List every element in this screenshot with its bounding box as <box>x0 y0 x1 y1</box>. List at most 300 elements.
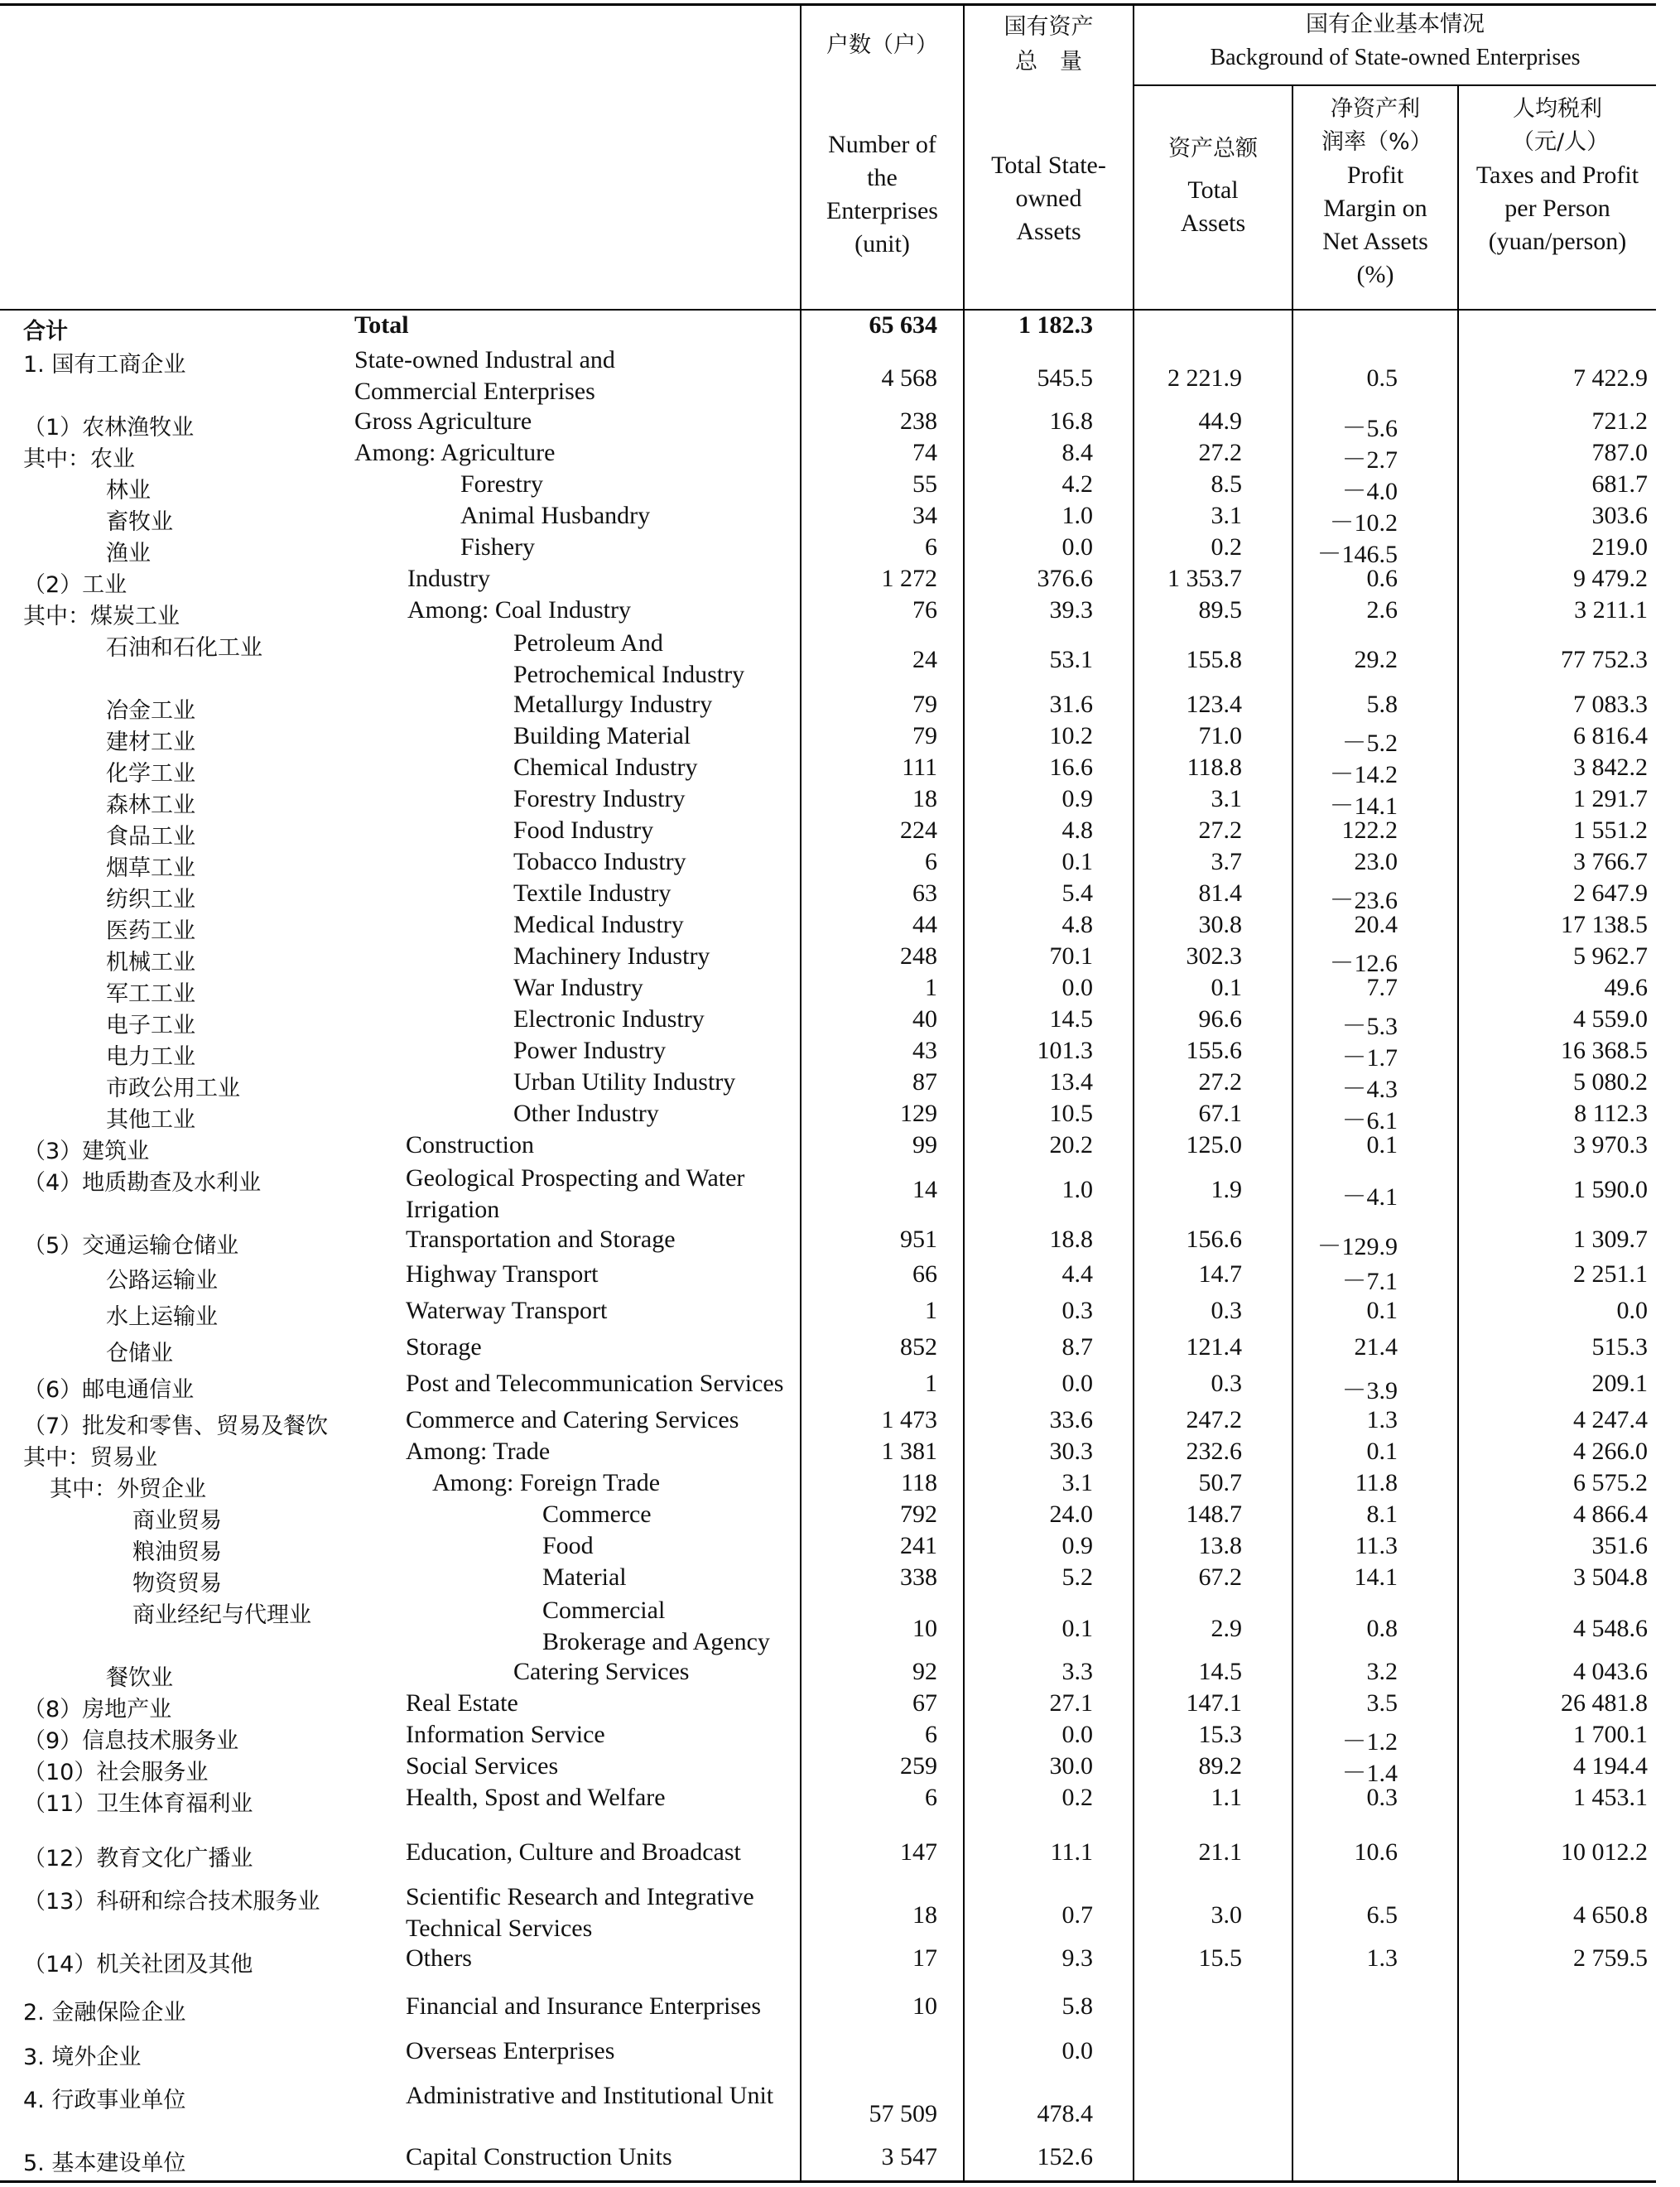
cell-tax-profit: 787.0 <box>1591 439 1648 466</box>
row-label-zh: 市政公用工业 <box>106 1076 240 1101</box>
row-label-en: Forestry <box>460 470 543 498</box>
cell-count: 14 <box>912 1176 937 1203</box>
row-label-en: State-owned Industral and Commercial Enterprises <box>354 346 615 405</box>
cell-count: 67 <box>912 1689 937 1717</box>
top-rule <box>0 3 1656 6</box>
cell-assets: 5.2 <box>1061 1563 1093 1591</box>
cell-tax-profit: 303.6 <box>1591 502 1648 529</box>
row-label-zh: 水上运输业 <box>106 1304 218 1330</box>
row-label-en: Others <box>406 1944 472 1972</box>
row-label-en: Construction <box>406 1131 534 1159</box>
cell-profit-margin: －3.9 <box>1341 1377 1398 1404</box>
cell-total-assets: 0.3 <box>1211 1370 1242 1397</box>
row-label-zh: （3）建筑业 <box>23 1139 150 1164</box>
cell-profit-margin: －10.2 <box>1329 509 1398 537</box>
cell-count: 6 <box>925 848 937 875</box>
cell-total-assets: 156.6 <box>1186 1226 1242 1253</box>
row-label-en: Forestry Industry <box>513 785 686 812</box>
cell-count: 248 <box>900 942 937 970</box>
cell-count: 1 272 <box>881 565 937 592</box>
cell-count: 1 <box>925 1297 937 1324</box>
cell-profit-margin: 0.5 <box>1366 364 1398 392</box>
cell-count: 1 <box>925 974 937 1001</box>
row-label-zh: （7）批发和零售、贸易及餐饮 <box>23 1414 329 1439</box>
cell-tax-profit: 4 559.0 <box>1573 1005 1648 1033</box>
cell-total-assets: 3.0 <box>1211 1901 1242 1929</box>
cell-profit-margin: 0.8 <box>1366 1615 1398 1642</box>
cell-total-assets: 3.7 <box>1211 848 1242 875</box>
row-label-zh: 石油和石化工业 <box>106 635 262 661</box>
cell-total-assets: 147.1 <box>1186 1689 1242 1717</box>
cell-total-assets: 27.2 <box>1198 817 1242 844</box>
row-label-en: Among: Coal Industry <box>407 596 631 624</box>
cell-assets: 18.8 <box>1049 1226 1093 1253</box>
cell-assets: 27.1 <box>1049 1689 1093 1717</box>
header-count-zh: 户数（户） <box>826 32 938 58</box>
row-label-zh: 物资贸易 <box>132 1571 222 1597</box>
cell-profit-margin: 8.1 <box>1366 1501 1398 1528</box>
cell-tax-profit: 77 752.3 <box>1561 646 1648 673</box>
cell-assets: 3.3 <box>1061 1658 1093 1685</box>
cell-count: 3 547 <box>881 2143 937 2170</box>
subheader-rule <box>1133 84 1656 86</box>
cell-profit-margin: 0.6 <box>1366 565 1398 592</box>
row-label-zh: （12）教育文化广播业 <box>23 1846 253 1871</box>
row-label-zh: 畜牧业 <box>106 509 173 535</box>
cell-tax-profit: 515.3 <box>1591 1333 1648 1361</box>
cell-tax-profit: 4 194.4 <box>1573 1752 1648 1780</box>
cell-count: 18 <box>912 785 937 812</box>
cell-tax-profit: 1 700.1 <box>1573 1721 1648 1748</box>
header-group: 国有企业基本情况 Background of State-owned Enterprises <box>1210 12 1581 70</box>
row-label-en: Information Service <box>406 1721 605 1748</box>
cell-assets: 0.1 <box>1061 1615 1093 1642</box>
cell-tax-profit: 1 291.7 <box>1573 785 1648 812</box>
cell-assets: 31.6 <box>1049 691 1093 718</box>
cell-assets: 101.3 <box>1037 1037 1093 1064</box>
row-label-en: Administrative and Institutional Unit <box>406 2082 774 2109</box>
row-label-zh: 化学工业 <box>106 761 195 787</box>
row-label-zh: （4）地质勘查及水利业 <box>23 1170 262 1196</box>
cell-total-assets: 148.7 <box>1186 1501 1242 1528</box>
row-label-zh: （13）科研和综合技术服务业 <box>23 1889 320 1915</box>
cell-total-assets: 81.4 <box>1198 879 1242 907</box>
row-label-zh: 冶金工业 <box>106 698 195 724</box>
cell-count: 79 <box>912 722 937 749</box>
cell-count: 238 <box>900 407 937 435</box>
cell-tax-profit: 3 842.2 <box>1573 754 1648 781</box>
cell-assets: 3.1 <box>1061 1469 1093 1496</box>
cell-tax-profit: 9 479.2 <box>1573 565 1648 592</box>
row-label-en: Social Services <box>406 1752 559 1780</box>
row-label-zh: （1）农林渔牧业 <box>23 415 195 441</box>
cell-profit-margin: 3.2 <box>1366 1658 1398 1685</box>
cell-tax-profit: 1 590.0 <box>1573 1176 1648 1203</box>
cell-tax-profit: 3 970.3 <box>1573 1131 1648 1159</box>
cell-count: 44 <box>912 911 937 938</box>
cell-profit-margin: 20.4 <box>1354 911 1398 938</box>
cell-profit-margin: 11.8 <box>1355 1469 1398 1496</box>
cell-count: 40 <box>912 1005 937 1033</box>
cell-assets: 5.8 <box>1061 1992 1093 2020</box>
cell-profit-margin: 14.1 <box>1354 1563 1398 1591</box>
cell-tax-profit: 5 962.7 <box>1573 942 1648 970</box>
cell-assets: 1.0 <box>1061 1176 1093 1203</box>
cell-tax-profit: 0.0 <box>1616 1297 1648 1324</box>
cell-total-assets: 155.6 <box>1186 1037 1242 1064</box>
row-label-en: Commerce <box>542 1501 652 1528</box>
cell-count: 1 <box>925 1370 937 1397</box>
cell-tax-profit: 1 453.1 <box>1573 1784 1648 1811</box>
cell-profit-margin: 2.6 <box>1366 596 1398 624</box>
cell-tax-profit: 10 012.2 <box>1561 1838 1648 1866</box>
cell-total-assets: 14.5 <box>1198 1658 1242 1685</box>
cell-total-assets: 21.1 <box>1198 1838 1242 1866</box>
cell-profit-margin: －1.4 <box>1341 1760 1398 1787</box>
cell-total-assets: 89.5 <box>1198 596 1242 624</box>
row-label-zh: 纺织工业 <box>106 887 195 913</box>
cell-tax-profit: 4 650.8 <box>1573 1901 1648 1929</box>
row-label-en: Highway Transport <box>406 1260 599 1288</box>
cell-profit-margin: －14.1 <box>1329 792 1398 820</box>
row-label-zh: 森林工业 <box>106 792 195 818</box>
cell-count: 852 <box>900 1333 937 1361</box>
row-label-zh: 仓储业 <box>106 1341 173 1366</box>
cell-total-assets: 89.2 <box>1198 1752 1242 1780</box>
col-line-2 <box>963 3 965 2182</box>
cell-total-assets: 1 353.7 <box>1167 565 1242 592</box>
cell-profit-margin: －6.1 <box>1341 1107 1398 1134</box>
row-label-en: Material <box>542 1563 627 1591</box>
cell-assets: 1 182.3 <box>1018 311 1093 339</box>
cell-tax-profit: 5 080.2 <box>1573 1068 1648 1096</box>
cell-assets: 0.9 <box>1061 1532 1093 1559</box>
cell-assets: 0.2 <box>1061 1784 1093 1811</box>
row-label-zh: 电子工业 <box>106 1013 195 1038</box>
cell-assets: 0.3 <box>1061 1297 1093 1324</box>
cell-count: 338 <box>900 1563 937 1591</box>
row-label-en: Catering Services <box>513 1658 690 1685</box>
cell-tax-profit: 4 266.0 <box>1573 1438 1648 1465</box>
cell-tax-profit: 2 759.5 <box>1573 1944 1648 1972</box>
cell-profit-margin: 5.8 <box>1366 691 1398 718</box>
cell-tax-profit: 16 368.5 <box>1561 1037 1648 1064</box>
cell-assets: 0.0 <box>1061 2037 1093 2064</box>
row-label-en: Post and Telecommunication Services <box>406 1370 784 1397</box>
cell-tax-profit: 3 211.1 <box>1574 596 1648 624</box>
row-label-en: Other Industry <box>513 1100 659 1127</box>
row-label-en: Transportation and Storage <box>406 1226 676 1253</box>
cell-count: 6 <box>925 1721 937 1748</box>
cell-total-assets: 232.6 <box>1186 1438 1242 1465</box>
row-label-zh: 电力工业 <box>106 1044 195 1070</box>
bottom-rule <box>0 2180 1656 2183</box>
cell-total-assets: 121.4 <box>1186 1333 1242 1361</box>
cell-tax-profit: 8 112.3 <box>1574 1100 1648 1127</box>
col-line-1 <box>800 3 801 2182</box>
cell-count: 147 <box>900 1838 937 1866</box>
cell-count: 63 <box>912 879 937 907</box>
row-label-zh: （9）信息技术服务业 <box>23 1728 239 1754</box>
row-label-zh: （6）邮电通信业 <box>23 1377 195 1403</box>
cell-assets: 9.3 <box>1061 1944 1093 1972</box>
cell-total-assets: 14.7 <box>1198 1260 1242 1288</box>
cell-assets: 11.1 <box>1050 1838 1093 1866</box>
row-label-zh: 餐饮业 <box>106 1665 173 1691</box>
cell-profit-margin: 29.2 <box>1354 646 1398 673</box>
cell-count: 6 <box>925 1784 937 1811</box>
cell-assets: 0.9 <box>1061 785 1093 812</box>
header-margin: 净资产利润率（%） Profit Margin on Net Assets (%) <box>1321 96 1432 288</box>
row-label-zh: 3. 境外企业 <box>23 2045 142 2070</box>
cell-profit-margin: 10.6 <box>1354 1838 1398 1866</box>
row-label-en: Among: Foreign Trade <box>432 1469 661 1496</box>
cell-assets: 16.6 <box>1049 754 1093 781</box>
cell-profit-margin: －7.1 <box>1341 1268 1398 1295</box>
cell-assets: 1.0 <box>1061 502 1093 529</box>
cell-total-assets: 302.3 <box>1186 942 1242 970</box>
row-label-zh: 粮油贸易 <box>132 1539 222 1565</box>
row-label-zh: 其中：外贸企业 <box>50 1476 206 1502</box>
cell-profit-margin: －23.6 <box>1329 887 1398 914</box>
cell-assets: 0.7 <box>1061 1901 1093 1929</box>
header-bottom-rule <box>0 309 1656 311</box>
cell-assets: 16.8 <box>1049 407 1093 435</box>
row-label-en: Waterway Transport <box>406 1297 608 1324</box>
row-label-en: Animal Husbandry <box>460 502 651 529</box>
cell-profit-margin: －5.6 <box>1341 415 1398 442</box>
cell-count: 87 <box>912 1068 937 1096</box>
row-label-en: Total <box>354 311 409 339</box>
cell-tax-profit: 2 251.1 <box>1573 1260 1648 1288</box>
row-label-zh: （2）工业 <box>23 572 128 598</box>
cell-total-assets: 27.2 <box>1198 439 1242 466</box>
cell-assets: 0.0 <box>1061 533 1093 561</box>
cell-assets: 10.2 <box>1049 722 1093 749</box>
cell-profit-margin: 1.3 <box>1366 1944 1398 1972</box>
cell-tax-profit: 219.0 <box>1591 533 1648 561</box>
cell-profit-margin: －4.0 <box>1341 478 1398 505</box>
cell-assets: 478.4 <box>1037 2100 1093 2127</box>
cell-total-assets: 67.2 <box>1198 1563 1242 1591</box>
cell-profit-margin: －5.3 <box>1341 1013 1398 1040</box>
cell-tax-profit: 17 138.5 <box>1561 911 1648 938</box>
cell-assets: 0.0 <box>1061 974 1093 1001</box>
row-label-zh: （14）机关社团及其他 <box>23 1952 253 1977</box>
cell-assets: 33.6 <box>1049 1406 1093 1433</box>
cell-total-assets: 8.5 <box>1211 470 1242 498</box>
cell-profit-margin: 21.4 <box>1354 1333 1398 1361</box>
cell-tax-profit: 1 551.2 <box>1573 817 1648 844</box>
cell-count: 43 <box>912 1037 937 1064</box>
cell-total-assets: 1.1 <box>1211 1784 1242 1811</box>
row-label-en: Financial and Insurance Enterprises <box>406 1992 762 2020</box>
row-label-zh: 其中：农业 <box>23 446 135 472</box>
cell-assets: 152.6 <box>1037 2143 1093 2170</box>
row-label-en: Power Industry <box>513 1037 667 1064</box>
cell-assets: 4.4 <box>1061 1260 1093 1288</box>
cell-count: 259 <box>900 1752 937 1780</box>
cell-count: 792 <box>900 1501 937 1528</box>
cell-assets: 30.3 <box>1049 1438 1093 1465</box>
cell-total-assets: 30.8 <box>1198 911 1242 938</box>
cell-profit-margin: 11.3 <box>1355 1532 1398 1559</box>
row-label-zh: 机械工业 <box>106 950 195 975</box>
cell-assets: 376.6 <box>1037 565 1093 592</box>
row-label-zh: 商业经纪与代理业 <box>132 1602 311 1628</box>
cell-count: 18 <box>912 1901 937 1929</box>
cell-count: 6 <box>925 533 937 561</box>
cell-profit-margin: －1.2 <box>1341 1728 1398 1756</box>
row-label-en: Food Industry <box>513 817 654 844</box>
row-label-en: Machinery Industry <box>513 942 710 970</box>
header-total-assets: 资产总额 Total Assets <box>1168 136 1258 237</box>
cell-total-assets: 44.9 <box>1198 407 1242 435</box>
cell-total-assets: 96.6 <box>1198 1005 1242 1033</box>
cell-total-assets: 0.1 <box>1211 974 1242 1001</box>
cell-assets: 0.0 <box>1061 1721 1093 1748</box>
cell-total-assets: 2.9 <box>1211 1615 1242 1642</box>
row-label-en: Electronic Industry <box>513 1005 705 1033</box>
row-label-en: Real Estate <box>406 1689 518 1717</box>
cell-total-assets: 123.4 <box>1186 691 1242 718</box>
cell-count: 10 <box>912 1615 937 1642</box>
row-label-zh: 4. 行政事业单位 <box>23 2088 186 2113</box>
cell-profit-margin: 0.1 <box>1366 1438 1398 1465</box>
cell-profit-margin: －14.2 <box>1329 761 1398 788</box>
cell-count: 92 <box>912 1658 937 1685</box>
row-label-en: Tobacco Industry <box>513 848 686 875</box>
row-label-zh: 食品工业 <box>106 824 195 850</box>
row-label-en: Among: Trade <box>406 1438 551 1465</box>
cell-assets: 0.1 <box>1061 848 1093 875</box>
cell-profit-margin: 0.1 <box>1366 1131 1398 1159</box>
cell-total-assets: 0.2 <box>1211 533 1242 561</box>
cell-count: 66 <box>912 1260 937 1288</box>
cell-total-assets: 3.1 <box>1211 502 1242 529</box>
cell-profit-margin: －146.5 <box>1317 541 1398 568</box>
cell-tax-profit: 4 548.6 <box>1573 1615 1648 1642</box>
row-label-en: Health, Spost and Welfare <box>406 1784 666 1811</box>
row-label-zh: （8）房地产业 <box>23 1697 172 1722</box>
cell-total-assets: 1.9 <box>1211 1176 1242 1203</box>
row-label-zh: 建材工业 <box>106 730 195 755</box>
row-label-zh: （10）社会服务业 <box>23 1760 209 1785</box>
cell-assets: 30.0 <box>1049 1752 1093 1780</box>
row-label-zh: 林业 <box>106 478 151 503</box>
row-label-zh: 渔业 <box>106 541 151 566</box>
row-label-en: Urban Utility Industry <box>513 1068 736 1096</box>
cell-assets: 4.8 <box>1061 911 1093 938</box>
cell-tax-profit: 209.1 <box>1591 1370 1648 1397</box>
cell-assets: 545.5 <box>1037 364 1093 392</box>
cell-tax-profit: 6 575.2 <box>1573 1469 1648 1496</box>
cell-total-assets: 15.5 <box>1198 1944 1242 1972</box>
cell-profit-margin: －4.3 <box>1341 1076 1398 1103</box>
cell-count: 34 <box>912 502 937 529</box>
cell-profit-margin: 7.7 <box>1366 974 1398 1001</box>
cell-total-assets: 247.2 <box>1186 1406 1242 1433</box>
cell-total-assets: 15.3 <box>1198 1721 1242 1748</box>
cell-total-assets: 125.0 <box>1186 1131 1242 1159</box>
cell-tax-profit: 4 866.4 <box>1573 1501 1648 1528</box>
cell-count: 10 <box>912 1992 937 2020</box>
cell-assets: 70.1 <box>1049 942 1093 970</box>
cell-count: 1 473 <box>881 1406 937 1433</box>
cell-count: 99 <box>912 1131 937 1159</box>
cell-assets: 4.2 <box>1061 470 1093 498</box>
cell-total-assets: 155.8 <box>1186 646 1242 673</box>
row-label-zh: 军工工业 <box>106 981 195 1007</box>
cell-total-assets: 50.7 <box>1198 1469 1242 1496</box>
cell-count: 74 <box>912 439 937 466</box>
cell-profit-margin: 1.3 <box>1366 1406 1398 1433</box>
header-count-en: Number of the Enterprises (unit) <box>826 131 938 258</box>
cell-count: 241 <box>900 1532 937 1559</box>
cell-count: 224 <box>900 817 937 844</box>
col-line-5 <box>1457 84 1459 2182</box>
row-label-en: Chemical Industry <box>513 754 698 781</box>
cell-assets: 8.7 <box>1061 1333 1093 1361</box>
row-label-zh: 商业贸易 <box>132 1508 222 1534</box>
cell-tax-profit: 4 043.6 <box>1573 1658 1648 1685</box>
row-label-zh: 公路运输业 <box>106 1268 218 1293</box>
cell-tax-profit: 3 504.8 <box>1573 1563 1648 1591</box>
cell-assets: 20.2 <box>1049 1131 1093 1159</box>
cell-tax-profit: 26 481.8 <box>1561 1689 1648 1717</box>
cell-count: 57 509 <box>869 2100 937 2127</box>
row-label-zh: 其中：煤炭工业 <box>23 604 180 629</box>
row-label-en: Gross Agriculture <box>354 407 532 435</box>
cell-tax-profit: 49.6 <box>1604 974 1648 1001</box>
cell-assets: 10.5 <box>1049 1100 1093 1127</box>
cell-profit-margin: －129.9 <box>1317 1233 1398 1260</box>
cell-assets: 24.0 <box>1049 1501 1093 1528</box>
cell-assets: 14.5 <box>1049 1005 1093 1033</box>
row-label-en: Geological Prospecting and Water Irrigation <box>406 1164 745 1223</box>
row-label-zh: 烟草工业 <box>106 855 195 881</box>
row-label-en: War Industry <box>513 974 643 1001</box>
cell-profit-margin: －4.1 <box>1341 1183 1398 1211</box>
row-label-en: Education, Culture and Broadcast <box>406 1838 741 1866</box>
cell-count: 17 <box>912 1944 937 1972</box>
row-label-en: Storage <box>406 1333 482 1361</box>
cell-tax-profit: 6 816.4 <box>1573 722 1648 749</box>
cell-profit-margin: 122.2 <box>1341 817 1398 844</box>
cell-assets: 39.3 <box>1049 596 1093 624</box>
cell-total-assets: 13.8 <box>1198 1532 1242 1559</box>
cell-count: 129 <box>900 1100 937 1127</box>
cell-profit-margin: 0.1 <box>1366 1297 1398 1324</box>
row-label-en: Capital Construction Units <box>406 2143 672 2170</box>
row-label-en: Industry <box>407 565 490 592</box>
row-label-zh: 其他工业 <box>106 1107 195 1133</box>
cell-profit-margin: 3.5 <box>1366 1689 1398 1717</box>
cell-assets: 13.4 <box>1049 1068 1093 1096</box>
col-line-3 <box>1133 3 1134 2182</box>
col-line-4 <box>1292 84 1293 2182</box>
row-label-zh: 其中：贸易业 <box>23 1445 157 1471</box>
cell-total-assets: 118.8 <box>1187 754 1242 781</box>
row-label-en: Scientific Research and Integrative Technical Services <box>406 1883 754 1942</box>
row-label-zh: 医药工业 <box>106 918 195 944</box>
cell-count: 55 <box>912 470 937 498</box>
cell-count: 118 <box>901 1469 937 1496</box>
cell-assets: 0.0 <box>1061 1370 1093 1397</box>
cell-assets: 5.4 <box>1061 879 1093 907</box>
cell-tax-profit: 1 309.7 <box>1573 1226 1648 1253</box>
row-label-zh: （5）交通运输仓储业 <box>23 1233 239 1259</box>
